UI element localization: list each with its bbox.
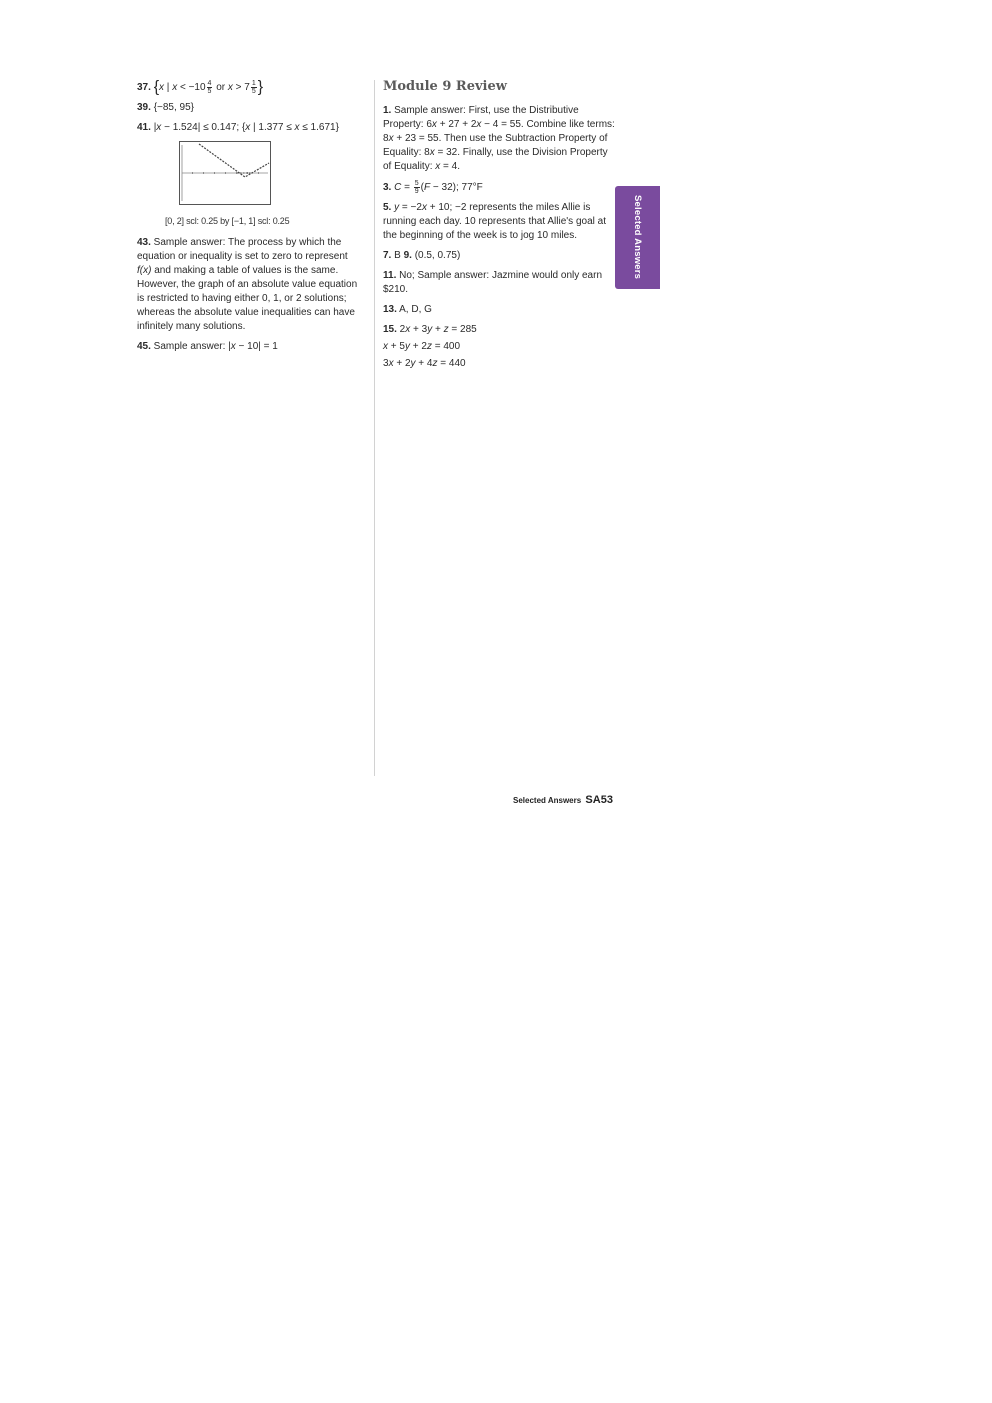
answer-number: 7. <box>383 250 392 262</box>
fraction-5-9 <box>414 180 420 195</box>
var-x: x <box>227 82 233 94</box>
footer-label: Selected Answers <box>513 796 582 805</box>
graph-image <box>179 141 271 205</box>
var-x: x <box>431 119 437 130</box>
answer-text: = −2 <box>399 202 422 214</box>
relation-2: > 7 <box>232 82 250 94</box>
answer-text: (0.5, 0.75) <box>411 250 461 262</box>
close-brace: } <box>257 78 264 96</box>
answer-text: − 32); 77°F <box>430 182 483 194</box>
denominator: 5 <box>207 88 212 95</box>
equation-line-3 <box>383 357 615 371</box>
answer-text: + 10; −2 represents the miles Allie is running each day. 10 represents that Allie's goal at the beginning of the week is to jog 10 miles. <box>383 202 606 242</box>
rhs: = 285 <box>448 324 477 336</box>
var-x: x <box>383 341 388 353</box>
answer-text: = 32. Finally, use the Division Property of Equality: <box>383 147 608 172</box>
answer-number: 9. <box>403 250 412 262</box>
review-answer-1 <box>383 104 615 174</box>
coef: 2 <box>396 324 406 336</box>
answer-43 <box>137 236 363 334</box>
var-y: y <box>404 341 410 353</box>
relation-1: < −10 <box>177 82 206 94</box>
var-x: x <box>388 133 394 144</box>
or-word: or <box>213 82 228 94</box>
fraction-1-5 <box>251 80 257 95</box>
denominator: 9 <box>414 188 419 195</box>
var-x: x <box>156 122 162 134</box>
var-y: y <box>427 324 433 336</box>
answer-number: 5. <box>383 202 392 214</box>
answer-text: B <box>391 250 404 262</box>
var-z: z <box>443 324 449 336</box>
answer-text: and making a table of values is the same. However, the graph of an absolute value equation is restricted to having either 0, 1, or 2 solutions; whereas the absolute value inequalities can have infinitely many solutions. <box>137 265 358 333</box>
answer-text: = 4. <box>440 161 461 172</box>
var-x: x <box>405 324 411 336</box>
review-answer-15 <box>383 323 615 371</box>
page-number: SA53 <box>585 794 613 806</box>
numerator: 5 <box>414 180 419 187</box>
abs-bar: | <box>153 122 157 134</box>
answer-text: + 27 + 2 <box>436 119 477 130</box>
answer-number: 11. <box>383 270 397 282</box>
answer-text: A, D, G <box>396 304 432 316</box>
bar: | <box>164 82 173 94</box>
paren: ( <box>420 182 425 194</box>
equation-line-1 <box>383 323 615 337</box>
var-c: C <box>394 182 402 194</box>
review-answer-5 <box>383 201 615 243</box>
numerator: 4 <box>207 80 212 87</box>
review-answer-13 <box>383 303 615 317</box>
review-answer-11 <box>383 269 615 297</box>
left-column <box>137 80 363 360</box>
var-z: z <box>426 341 432 353</box>
answer-number: 1. <box>383 105 392 116</box>
section-title: Module 9 Review <box>383 79 507 94</box>
var-x: x <box>159 82 165 94</box>
var-x: x <box>435 161 441 172</box>
page-footer <box>513 794 613 806</box>
var-x: x <box>421 202 427 214</box>
answer-text: − 10| = 1 <box>235 341 278 353</box>
var-x: x <box>388 358 394 370</box>
answer-number: 43. <box>137 237 151 249</box>
answer-text: Sample answer: | <box>150 341 231 353</box>
numerator: 1 <box>251 80 256 87</box>
answer-number: 37. <box>137 82 151 94</box>
fraction-4-5 <box>207 80 213 95</box>
var-x: x <box>429 147 435 158</box>
selected-answers-tab <box>615 186 660 289</box>
coef: + 5 <box>388 341 405 353</box>
coef: + 3 <box>410 324 428 336</box>
var-z: z <box>432 358 438 370</box>
answer-text: − 4 = 55. Combine like terms: 8 <box>383 119 615 144</box>
answer-number: 45. <box>137 341 151 353</box>
open-brace: { <box>153 78 160 96</box>
denominator: 5 <box>251 88 256 95</box>
answer-number: 13. <box>383 304 397 316</box>
calculator-graph <box>179 141 363 210</box>
answer-number: 3. <box>383 182 392 194</box>
equals: = <box>401 182 413 194</box>
answer-number: 39. <box>137 102 151 114</box>
answer-text: Sample answer: The process by which the equation or inequality is set to zero to represent <box>137 237 348 263</box>
answer-text: ≤ 1.671} <box>299 122 339 134</box>
answer-text: Sample answer: First, use the Distributive Property: 6 <box>383 105 579 130</box>
answer-37 <box>137 80 363 95</box>
answer-number: 41. <box>137 122 151 134</box>
var-x: x <box>230 341 236 353</box>
answer-text: − 1.524| ≤ 0.147; { <box>161 122 246 134</box>
coef: + 4 <box>415 358 433 370</box>
var-f: F <box>424 182 431 194</box>
coef: 3 <box>383 358 389 370</box>
var-x: x <box>476 119 482 130</box>
rhs: = 400 <box>431 341 461 353</box>
var-y: y <box>410 358 416 370</box>
answer-45 <box>137 340 363 354</box>
var-x: x <box>294 122 300 134</box>
review-answer-7-9 <box>383 249 615 263</box>
var-y: y <box>394 202 400 214</box>
right-column <box>383 80 615 377</box>
review-answer-3 <box>383 180 615 195</box>
answer-text: No; Sample answer: Jazmine would only earn $210. <box>383 270 603 296</box>
answer-text: {−85, 95} <box>153 102 195 114</box>
var-x: x <box>245 122 251 134</box>
var-x: x <box>172 82 178 94</box>
answer-41 <box>137 121 363 135</box>
answer-number: 15. <box>383 324 397 336</box>
tab-label: Selected Answers <box>632 195 643 280</box>
graph-caption: [0, 2] scl: 0.25 by [−1, 1] scl: 0.25 <box>165 216 290 227</box>
coef: + 2 <box>393 358 411 370</box>
answer-39 <box>137 101 363 115</box>
function-fx: f(x) <box>137 265 152 277</box>
equation-line-2 <box>383 340 615 354</box>
coef: + <box>432 324 444 336</box>
coef: + 2 <box>409 341 427 353</box>
answer-text: + 23 = 55. Then use the Subtraction Property of Equality: 8 <box>383 133 608 158</box>
column-divider <box>374 80 375 776</box>
rhs: = 440 <box>437 358 466 370</box>
answer-text: | 1.377 ≤ <box>250 122 295 134</box>
